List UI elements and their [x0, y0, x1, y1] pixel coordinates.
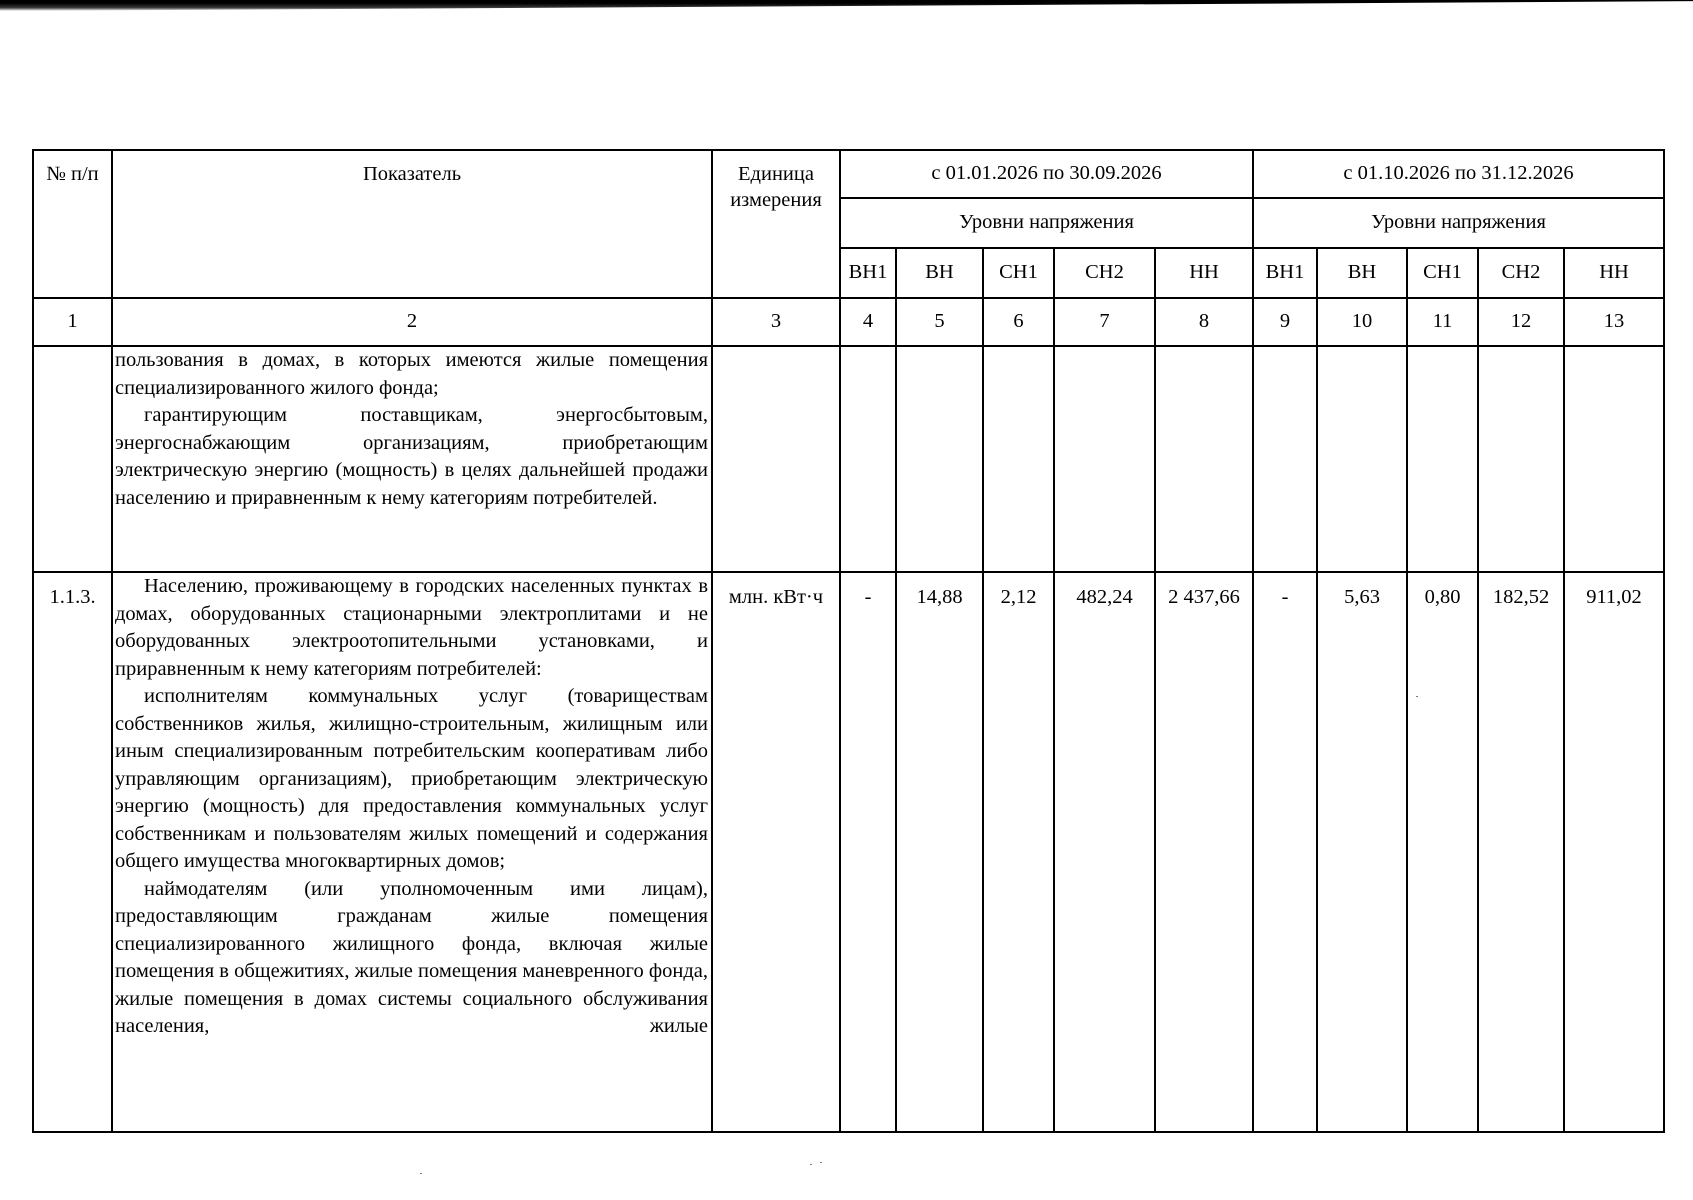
row-description: [112, 572, 712, 1132]
header-indicator: Показатель: [112, 150, 712, 298]
level-header: СН2: [1478, 248, 1564, 298]
value-cell: 182,52: [1478, 572, 1564, 1132]
row-unit: [712, 346, 840, 572]
header-period-2: с 01.10.2026 по 31.12.2026: [1253, 150, 1664, 198]
level-header: НН: [1564, 248, 1664, 298]
column-number: 7: [1054, 298, 1155, 346]
column-number: 5: [896, 298, 983, 346]
column-number: 2: [112, 298, 712, 346]
value-cell: [896, 346, 983, 572]
value-cell: [1054, 346, 1155, 572]
header-voltage-levels-2: Уровни напряжения: [1253, 198, 1664, 248]
table-row: [33, 572, 1664, 1132]
row-number: 1.1.3.: [33, 572, 112, 1132]
column-number: 11: [1407, 298, 1478, 346]
value-cell: [1155, 346, 1253, 572]
level-header: ВН: [896, 248, 983, 298]
column-number: 6: [983, 298, 1054, 346]
value-cell: [1317, 346, 1407, 572]
header-voltage-levels-1: Уровни напряжения: [840, 198, 1253, 248]
column-number: 13: [1564, 298, 1664, 346]
value-cell: 911,02: [1564, 572, 1664, 1132]
column-number: 10: [1317, 298, 1407, 346]
column-number: 8: [1155, 298, 1253, 346]
column-number: 9: [1253, 298, 1317, 346]
value-cell: 0,80: [1407, 572, 1478, 1132]
column-number: 4: [840, 298, 896, 346]
column-number: 3: [712, 298, 840, 346]
scan-speck: [1416, 696, 1418, 697]
header-unit: Единица измерения: [712, 150, 840, 298]
description-paragraph: наймодателям (или уполномоченным ими лицам), предоставляющим гражданам жилые помещения специализированного жилищного фонда, включая жилые помещения в общежитиях, жилые помещения маневренного фонда, жилые помещения в домах системы социального обслуживания населения, жилые: [115, 877, 708, 1037]
description-paragraph: гарантирующим поставщикам, энергосбытовым, энергоснабжающим организациям, приобретающим электрическую энергию (мощность) в целях дальнейшей продажи населению и приравненным к нему категориям потребителей.: [115, 404, 708, 509]
value-cell: -: [1253, 572, 1317, 1132]
value-cell: -: [840, 572, 896, 1132]
scan-edge-shadow: [0, 0, 1693, 11]
value-cell: [1407, 346, 1478, 572]
level-header: СН1: [1407, 248, 1478, 298]
value-cell: [1253, 346, 1317, 572]
level-header: СН1: [983, 248, 1054, 298]
level-header: ВН1: [1253, 248, 1317, 298]
value-cell: 2 437,66: [1155, 572, 1253, 1132]
scan-speck: [820, 1162, 822, 1163]
header-period-1: с 01.01.2026 по 30.09.2026: [840, 150, 1253, 198]
value-cell: 14,88: [896, 572, 983, 1132]
column-number-row: [33, 298, 1664, 346]
header-row-1: [33, 150, 1664, 198]
column-number: 1: [33, 298, 112, 346]
tariff-balance-table: [32, 149, 1665, 1133]
column-number: 12: [1478, 298, 1564, 346]
row-number: [33, 346, 112, 572]
table-row: [33, 346, 1664, 572]
level-header: ВН1: [840, 248, 896, 298]
level-header: СН2: [1054, 248, 1155, 298]
header-number: № п/п: [33, 150, 112, 298]
value-cell: [1478, 346, 1564, 572]
level-header: НН: [1155, 248, 1253, 298]
description-paragraph: Населению, проживающему в городских населенных пунктах в домах, оборудованных стационарными электроплитами и не оборудованных электроотопительными установками, и приравненным к нему категориям потребителей:: [115, 575, 708, 680]
row-unit: млн. кВт·ч: [712, 572, 840, 1132]
scan-speck: [810, 1164, 812, 1165]
row-description: [112, 346, 712, 572]
value-cell: [983, 346, 1054, 572]
level-header: ВН: [1317, 248, 1407, 298]
description-paragraph: пользования в домах, в которых имеются жилые помещения специализированного жилого фонда;: [115, 349, 708, 399]
value-cell: 2,12: [983, 572, 1054, 1132]
scan-speck: [420, 1173, 422, 1174]
value-cell: [1564, 346, 1664, 572]
value-cell: 5,63: [1317, 572, 1407, 1132]
value-cell: 482,24: [1054, 572, 1155, 1132]
value-cell: [840, 346, 896, 572]
description-paragraph: исполнителям коммунальных услуг (товариществам собственников жилья, жилищно-строительным, жилищным или иным специализированным потребительским кооперативам либо управляющим организациям), приобретающим электрическую энергию (мощность) для предоставления коммунальных услуг собственникам и пользователям жилых помещений и содержания общего имущества многоквартирных домов;: [115, 685, 708, 872]
